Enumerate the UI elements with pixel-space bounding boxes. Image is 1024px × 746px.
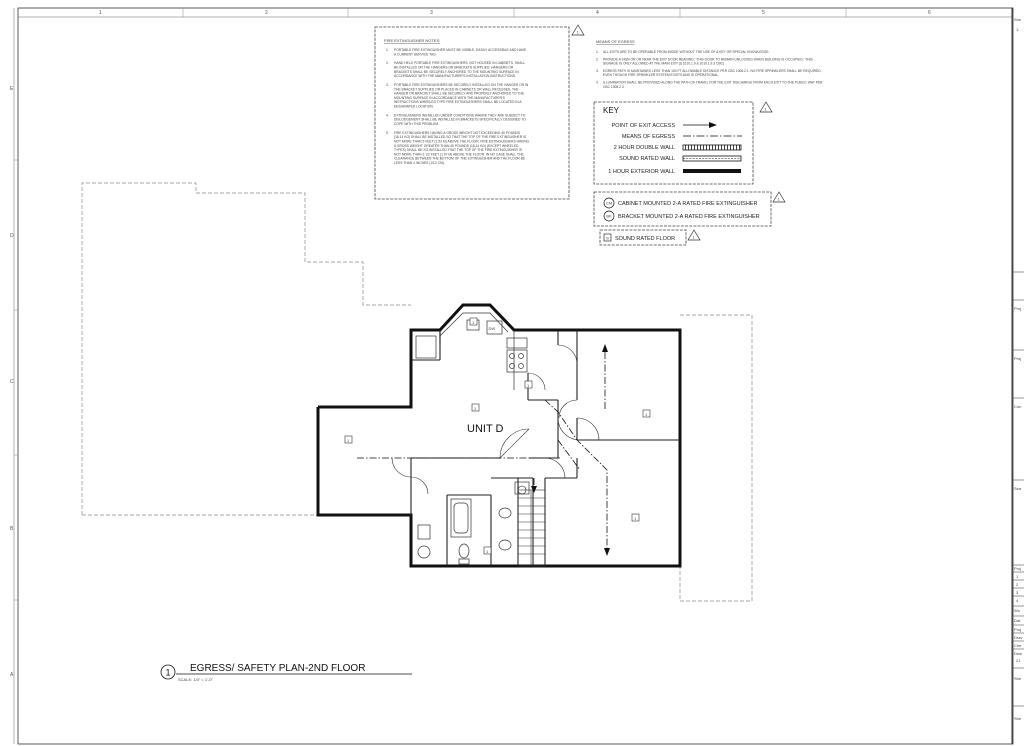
note-line: ILLUMINATION SHALL BE PROVIDED ALONG THE PATH OF TRAVEL FOR THE EXIT DISCHARGE FROM EACH EXIT TO THE PUBLIC WAY PER — [603, 80, 823, 85]
title-block-label: 4 — [1016, 598, 1019, 603]
extinguisher-legend — [594, 192, 785, 226]
note-line: (18.14 KG) SHALL BE INSTALLED SO THAT THE TOP OF THE FIRE EXTINGUISHER IS — [394, 135, 527, 140]
key-label: MEANS OF EGRESS — [621, 134, 675, 140]
note-line: A CURRENT SERVICE TAG. — [394, 52, 437, 57]
border-number: 6 — [928, 10, 931, 16]
note-line: EGRESS PATH IS MAINTAINED LESS THAN 100 FT ALLOWABLE DISTANCE PER CBC 1006.2.1. NO FIRE SPRINKLERS SHALL BE REQUIRED, — [603, 68, 822, 73]
egress-notes-heading: MEANS OF EGRESS — [596, 39, 635, 44]
key-title: KEY — [603, 106, 620, 115]
revision-triangle — [572, 25, 584, 35]
title-block-label: Proj — [1014, 627, 1022, 632]
drawing-scale: SCALE: 1/4" = 1'-0" — [178, 677, 213, 682]
border-letter: B — [10, 526, 14, 532]
note-line: SIGNAGE IS ONLY ALLOWED AT THE MAIN EXIT (§ 1010.1.9 & 1010.1.9.3 CBC) — [603, 61, 725, 66]
note-line: PROVIDE A SIGN ON OR NEAR THE EXIT DOOR READING: 'THIS DOOR TO REMAIN UNLOCKED WHEN BUILDING IS OCCUPIED.' THIS — [603, 57, 813, 62]
title-block-label: 3 — [1016, 590, 1019, 595]
exterior-wall-icon — [683, 169, 741, 173]
note-line: LESS THAN 4 INCHES (10.2 CM). — [394, 161, 445, 165]
border-number: 5 — [762, 10, 765, 16]
egress-path — [357, 352, 607, 548]
exit-access-arrows — [531, 344, 610, 556]
fire-extinguisher-notes — [375, 27, 569, 199]
key-label: SOUND RATED WALL — [619, 156, 675, 162]
note-line: MOUNTING SURFACE IN ACCORDANCE WITH THE MANUFACTURER'S — [394, 95, 505, 100]
title-block-label: She — [1014, 17, 1022, 22]
note-line: HAND HELD PORTABLE FIRE EXTINGUISHERS, NOT HOUSED IN CABINETS, SHALL — [394, 61, 526, 66]
title-block-label: 21 — [1016, 658, 1021, 663]
title-block-label: Dat — [1014, 618, 1021, 623]
note-line: DISLODGEMENT SHALL BE INSTALLED IN BRACKETS SPECIFICALLY DESIGNED TO — [394, 117, 526, 122]
room-tag: 1 — [347, 438, 350, 443]
room-tag: 1 — [474, 406, 477, 411]
dishwasher-label: DW — [488, 326, 496, 331]
title-block-label: Drav — [1014, 635, 1023, 640]
key-legend — [594, 102, 772, 184]
note-line: HANGER OR BRACKET SHALL BE SECURELY AND PROPERLY ANCHORED TO THE — [394, 91, 525, 96]
title-block-label: Con — [1014, 404, 1022, 409]
note-number: 2. — [596, 57, 599, 62]
note-line: NOT MORE THAN 5 FEET (1.53 M) ABOVE THE FLOOR. FIRE EXTINGUISHERS HAVING — [394, 139, 530, 144]
border-number: 2 — [265, 10, 268, 16]
title-block-label: Proj — [1014, 356, 1022, 361]
note-line: DESIGNATED LOCATION. — [394, 104, 434, 109]
note-line: BRACKETS SHALL BE SECURELY ANCHORED TO THE MOUNTING SURFACE IN — [394, 69, 519, 74]
note-number: 1. — [596, 50, 599, 54]
note-line: PORTABLE FIRE EXTINGUISHERS BE SECURELY INSTALLED ON THE HANGER OR IN — [394, 83, 529, 87]
stair — [518, 490, 545, 566]
note-line: COPE WITH THIS PROBLEM. — [394, 122, 440, 126]
border-number: 4 — [596, 10, 599, 16]
note-number: 5. — [386, 130, 389, 135]
border-letter: E — [10, 86, 14, 92]
note-line: NOT MORE THAN 3 1/2 FEET (1.07 M) ABOVE THE FLOOR. IN NO CASE SHALL THE — [394, 152, 524, 157]
title-block-label: 1 — [1016, 574, 1019, 579]
title-block-label: Sea — [1014, 486, 1022, 491]
sound-floor-label: SOUND RATED FLOOR — [615, 236, 676, 242]
title-block-label: 1. — [1016, 27, 1020, 32]
egress-notes — [596, 39, 823, 89]
bracket-extinguisher-label: BRACKET MOUNTED 2-A RATED FIRE EXTINGUISHER — [618, 214, 760, 220]
note-line: EXTINGUISHERS INSTALLED UNDER CONDITIONS WHERE THEY ARE SUBJECT TO — [394, 113, 526, 118]
note-number: 3. — [596, 68, 599, 73]
title-block-label: She — [1014, 676, 1022, 681]
note-line: TYPES) SHALL BE SO INSTALLED THAT THE TOP OF THE FIRE EXTINGUISHER IS — [394, 148, 522, 153]
revision-mark: 1 — [777, 196, 780, 202]
cabinet-symbol: CM — [605, 200, 613, 206]
note-line: EVEN THOUGH FIRE SPRINKLER SYSTEM EXISTS AND IS OPERATIONAL. — [603, 73, 720, 78]
bracket-symbol: BK — [606, 213, 612, 219]
title-block-label: She — [1014, 716, 1022, 721]
sound-floor-symbol: S — [606, 235, 609, 241]
sound-floor-legend — [600, 230, 700, 245]
note-line: A GROSS WEIGHT GREATER THAN 40 POUNDS (18.14 KG) (EXCEPT WHEELED — [394, 143, 519, 148]
title-block-label: Desi — [1014, 651, 1023, 656]
title-block-label: Wo — [1014, 608, 1020, 613]
border-number: 3 — [430, 10, 433, 16]
note-number: 3. — [386, 83, 389, 87]
border-number: 1 — [99, 10, 102, 16]
title-block — [1012, 8, 1024, 744]
adjacent-outline — [82, 183, 752, 601]
title-block-label: 2 — [1016, 582, 1019, 587]
title-block-label: Proj — [1014, 306, 1022, 311]
revision-mark: 1 — [764, 106, 767, 112]
note-line: CBC 1008.2.3 — [603, 84, 624, 89]
border-letter: A — [10, 672, 14, 678]
drawing-number: 1 — [165, 667, 171, 678]
note-line: PORTABLE FIRE EXTINGUISHER MUST BE VISIBLE, EASILY ACCESSIBLE AND HAVE — [394, 48, 527, 52]
drawing-title — [161, 663, 412, 682]
note-line: BE INSTALLED ON THE HANGERS OR BRACKETS SUPPLIED. HANGERS OR — [394, 65, 514, 70]
border-letter: C — [10, 379, 14, 385]
key-label: 1 HOUR EXTERIOR WALL — [608, 169, 675, 175]
note-line: ALL EXITS ARE TO BE OPERABLE FROM INSIDE WITHOUT THE USE OF A KEY OR SPECIAL KNOWLEDGE. — [603, 50, 770, 54]
key-label: 2 HOUR DOUBLE WALL — [613, 145, 675, 151]
note-number: 4. — [596, 80, 599, 85]
cabinet-extinguisher-label: CABINET MOUNTED 2-A RATED FIRE EXTINGUISHER — [618, 201, 758, 207]
range — [507, 350, 527, 372]
revision-mark: 1 — [576, 29, 579, 35]
room-tag: 1 — [486, 549, 489, 554]
egress-notes-body — [596, 50, 823, 89]
title-block-label: Proj — [1014, 566, 1022, 571]
bathroom-fixtures — [418, 482, 529, 564]
revision-mark: 1 — [692, 234, 695, 240]
drawing-title-text: EGRESS/ SAFETY PLAN-2ND FLOOR — [190, 663, 366, 674]
floor-plan — [318, 305, 680, 566]
note-number: 4. — [386, 113, 389, 118]
note-number: 2. — [386, 61, 389, 66]
fire-notes-heading: FIRE EXTINGUISHER NOTES: — [384, 38, 441, 43]
title-block-label: Che — [1014, 643, 1022, 648]
note-line: FIRE EXTINGUISHERS HAVING A GROSS WEIGHT NOT EXCEEDING 40 POUNDS — [394, 130, 521, 135]
border-letter: D — [10, 233, 14, 239]
double-wall-icon — [683, 145, 741, 150]
note-line: INSTRUCTIONS WHEELED TYPE FIRE EXTINGUISHERS SHALL BE LOCATED IN A — [394, 100, 522, 105]
note-line: ACCORDANCE WITH THE MANUFACTURER'S INSTALLATION INSTRUCTIONS. — [394, 74, 516, 79]
room-tag: 1 — [645, 412, 648, 417]
key-label: POINT OF EXIT ACCESS — [611, 123, 675, 129]
note-line: CLEARANCE BETWEEN THE BOTTOM OF THE EXTINGUISHER AND THE FLOOR BE — [394, 156, 526, 161]
note-number: 1. — [386, 48, 389, 52]
room-tag: 1 — [634, 516, 637, 521]
room-tag: 1 — [472, 320, 475, 325]
note-line: THE BRACKET SUPPLIED OR PLACED IN CABINETS OR WALL RECESSES. THE — [394, 87, 519, 92]
room-tag: 1 — [527, 383, 530, 388]
unit-label: UNIT D — [467, 423, 504, 435]
